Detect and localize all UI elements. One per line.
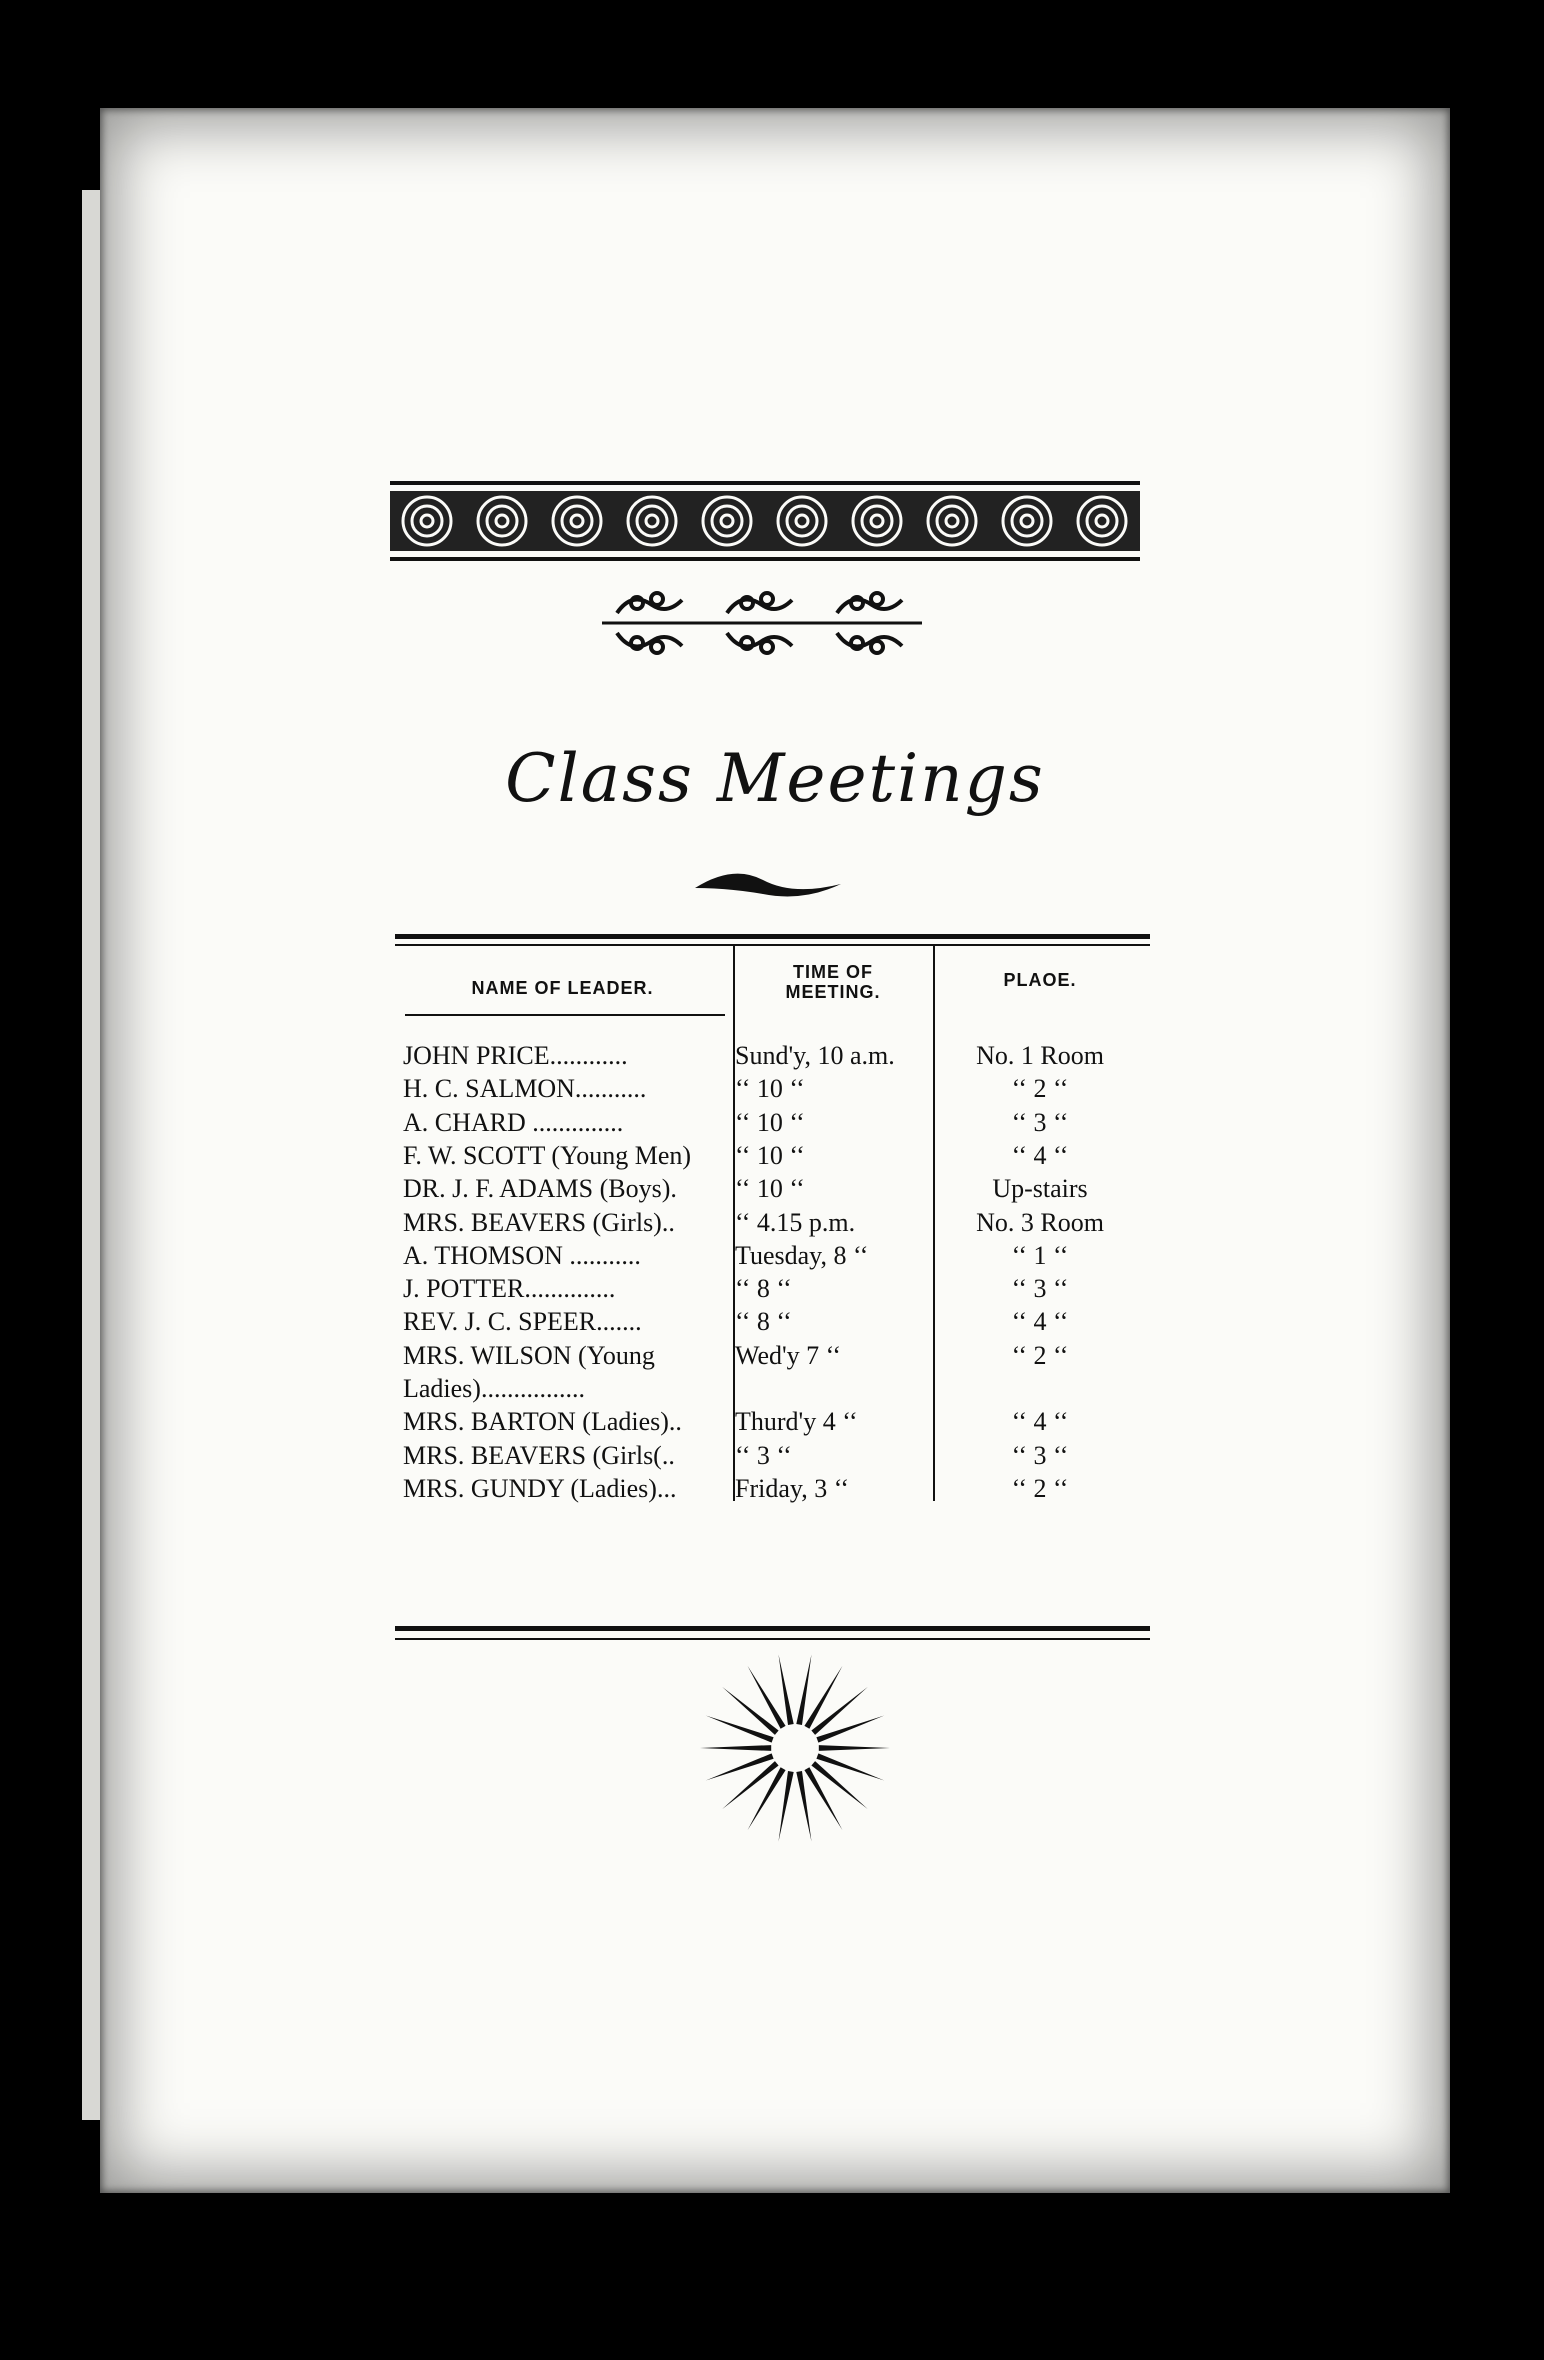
leader-name: MRS. BEAVERS (Girls(.. xyxy=(403,1440,675,1470)
leader-name: DR. J. F. ADAMS (Boys). xyxy=(403,1174,677,1204)
header-underline xyxy=(405,1014,725,1016)
header-place: PLAOE. xyxy=(1003,970,1077,990)
class-meetings-table xyxy=(395,934,1150,1644)
meeting-time: ‘‘ 10 ‘‘ xyxy=(735,1174,805,1204)
meeting-place: ‘‘ 2 ‘‘ xyxy=(1011,1074,1069,1104)
starburst-ornament-icon xyxy=(685,1638,905,1858)
meeting-time: ‘‘ 10 ‘‘ xyxy=(735,1140,805,1170)
leader-name: A. CHARD .............. xyxy=(403,1107,624,1137)
table-row xyxy=(395,1405,1150,1439)
meeting-time: Thurd'y 4 ‘‘ xyxy=(735,1407,858,1437)
meeting-time: ‘‘ 3 ‘‘ xyxy=(735,1440,792,1470)
leader-name: MRS. WILSON (Young xyxy=(403,1340,655,1370)
leader-name: H. C. SALMON........... xyxy=(403,1074,647,1104)
meeting-time: ‘‘ 4.15 p.m. xyxy=(735,1207,856,1237)
table-row xyxy=(395,1372,1150,1406)
leader-name: Ladies)................ xyxy=(403,1374,585,1403)
meeting-place: ‘‘ 2 ‘‘ xyxy=(1011,1340,1069,1370)
meeting-place: ‘‘ 3 ‘‘ xyxy=(1011,1107,1069,1137)
meeting-time: ‘‘ 8 ‘‘ xyxy=(735,1274,792,1304)
meeting-time: ‘‘ 8 ‘‘ xyxy=(735,1307,792,1337)
meeting-place: Up-stairs xyxy=(992,1174,1088,1204)
header-leader: NAME OF LEADER. xyxy=(471,978,654,998)
leader-name: F. W. SCOTT (Young Men) xyxy=(403,1140,692,1170)
leader-name: J. POTTER.............. xyxy=(403,1274,616,1304)
table-row xyxy=(395,1106,1150,1140)
table-top-rule-thin xyxy=(395,944,1150,946)
table-row xyxy=(395,1139,1150,1173)
header-time-line1: TIME OF xyxy=(793,962,873,982)
header-time-line2: MEETING. xyxy=(785,982,881,1002)
meeting-place: ‘‘ 4 ‘‘ xyxy=(1011,1307,1069,1337)
decorative-band-icon xyxy=(390,481,1140,561)
meeting-time: ‘‘ 10 ‘‘ xyxy=(735,1107,805,1137)
meeting-time: Tuesday, 8 ‘‘ xyxy=(735,1240,869,1270)
table-row xyxy=(395,1272,1150,1306)
table-row xyxy=(395,1172,1150,1206)
table-row xyxy=(395,1439,1150,1473)
table-bottom-rule xyxy=(395,1626,1150,1631)
leader-name: MRS. BEAVERS (Girls).. xyxy=(403,1207,675,1237)
meeting-place: ‘‘ 3 ‘‘ xyxy=(1011,1274,1069,1304)
table-row xyxy=(395,1206,1150,1240)
meeting-place: ‘‘ 1 ‘‘ xyxy=(1011,1240,1069,1270)
meeting-place: ‘‘ 4 ‘‘ xyxy=(1011,1140,1069,1170)
leader-name: A. THOMSON ........... xyxy=(403,1240,641,1270)
table-top-rule xyxy=(395,934,1150,939)
table-row xyxy=(395,1305,1150,1339)
scroll-ornament-icon xyxy=(597,583,927,663)
leader-name: MRS. GUNDY (Ladies)... xyxy=(403,1473,677,1503)
page-title: Class Meetings xyxy=(505,740,1045,817)
leader-name: JOHN PRICE............ xyxy=(403,1041,628,1070)
meeting-place: ‘‘ 3 ‘‘ xyxy=(1011,1440,1069,1470)
table-row xyxy=(395,1472,1150,1506)
meeting-place: No. 3 Room xyxy=(976,1207,1104,1237)
leader-name: REV. J. C. SPEER....... xyxy=(403,1307,642,1337)
meeting-time: Friday, 3 ‘‘ xyxy=(735,1473,850,1503)
meeting-time: Sund'y, 10 a.m. xyxy=(735,1041,895,1070)
table-row xyxy=(395,1239,1150,1273)
meeting-place: ‘‘ 2 ‘‘ xyxy=(1011,1473,1069,1503)
leader-name: MRS. BARTON (Ladies).. xyxy=(403,1407,682,1437)
meeting-time: ‘‘ 10 ‘‘ xyxy=(735,1074,805,1104)
document-page xyxy=(100,108,1450,2193)
meeting-place: ‘‘ 4 ‘‘ xyxy=(1011,1407,1069,1437)
table-row xyxy=(395,1039,1150,1073)
table-row xyxy=(395,1339,1150,1373)
table-row xyxy=(395,1072,1150,1106)
swash-ornament-icon xyxy=(693,866,843,906)
meeting-place: No. 1 Room xyxy=(976,1041,1104,1070)
meeting-time: Wed'y 7 ‘‘ xyxy=(735,1340,842,1370)
